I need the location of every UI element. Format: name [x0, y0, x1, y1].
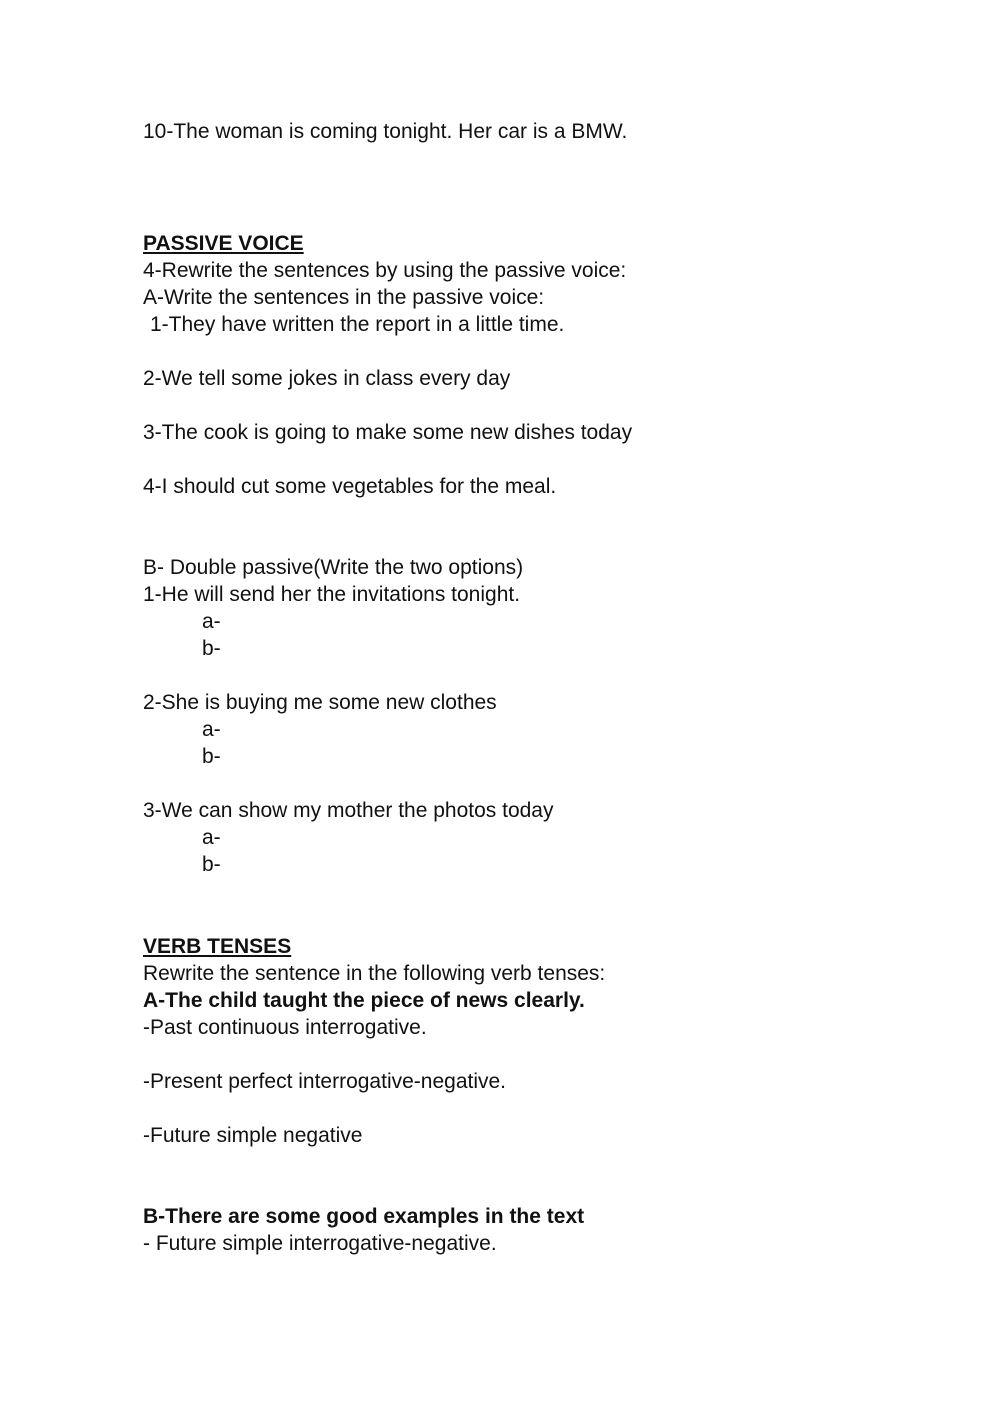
passive-voice-heading: PASSIVE VOICE [143, 232, 304, 255]
part-a-title: A-Write the sentences in the passive voice: [143, 286, 545, 309]
part-b-item-3: 3-We can show my mother the photos today [143, 799, 554, 822]
exercise-item-10: 10-The woman is coming tonight. Her car is a BMW. [143, 120, 628, 143]
part-a-item-4: 4-I should cut some vegetables for the meal. [143, 475, 557, 498]
part-b-item-1-option-b: b- [202, 637, 221, 660]
part-b-item-3-option-b: b- [202, 853, 221, 876]
part-a-item-3: 3-The cook is going to make some new dishes today [143, 421, 633, 444]
part-b-title: B- Double passive(Write the two options) [143, 556, 524, 579]
part-b-item-2: 2-She is buying me some new clothes [143, 691, 497, 714]
verb-tenses-part-a-sentence: A-The child taught the piece of news clearly. [143, 989, 585, 1012]
tense-present-perfect-interrogative-negative: -Present perfect interrogative-negative. [143, 1070, 507, 1093]
part-b-item-2-option-a: a- [202, 718, 221, 741]
part-b-item-1-option-a: a- [202, 610, 221, 633]
tense-future-simple-negative: -Future simple negative [143, 1124, 363, 1147]
passive-voice-instruction: 4-Rewrite the sentences by using the passive voice: [143, 259, 627, 282]
verb-tenses-heading: VERB TENSES [143, 935, 292, 958]
verb-tenses-instruction: Rewrite the sentence in the following verb tenses: [143, 962, 606, 985]
verb-tenses-part-b-sentence: B-There are some good examples in the text [143, 1205, 585, 1228]
part-b-item-2-option-b: b- [202, 745, 221, 768]
tense-future-simple-interrogative-negative: - Future simple interrogative-negative. [143, 1232, 497, 1255]
part-a-item-2: 2-We tell some jokes in class every day [143, 367, 511, 390]
part-b-item-1: 1-He will send her the invitations tonight. [143, 583, 521, 606]
tense-past-continuous-interrogative: -Past continuous interrogative. [143, 1016, 427, 1039]
part-b-item-3-option-a: a- [202, 826, 221, 849]
part-a-item-1: 1-They have written the report in a little time. [150, 313, 565, 336]
